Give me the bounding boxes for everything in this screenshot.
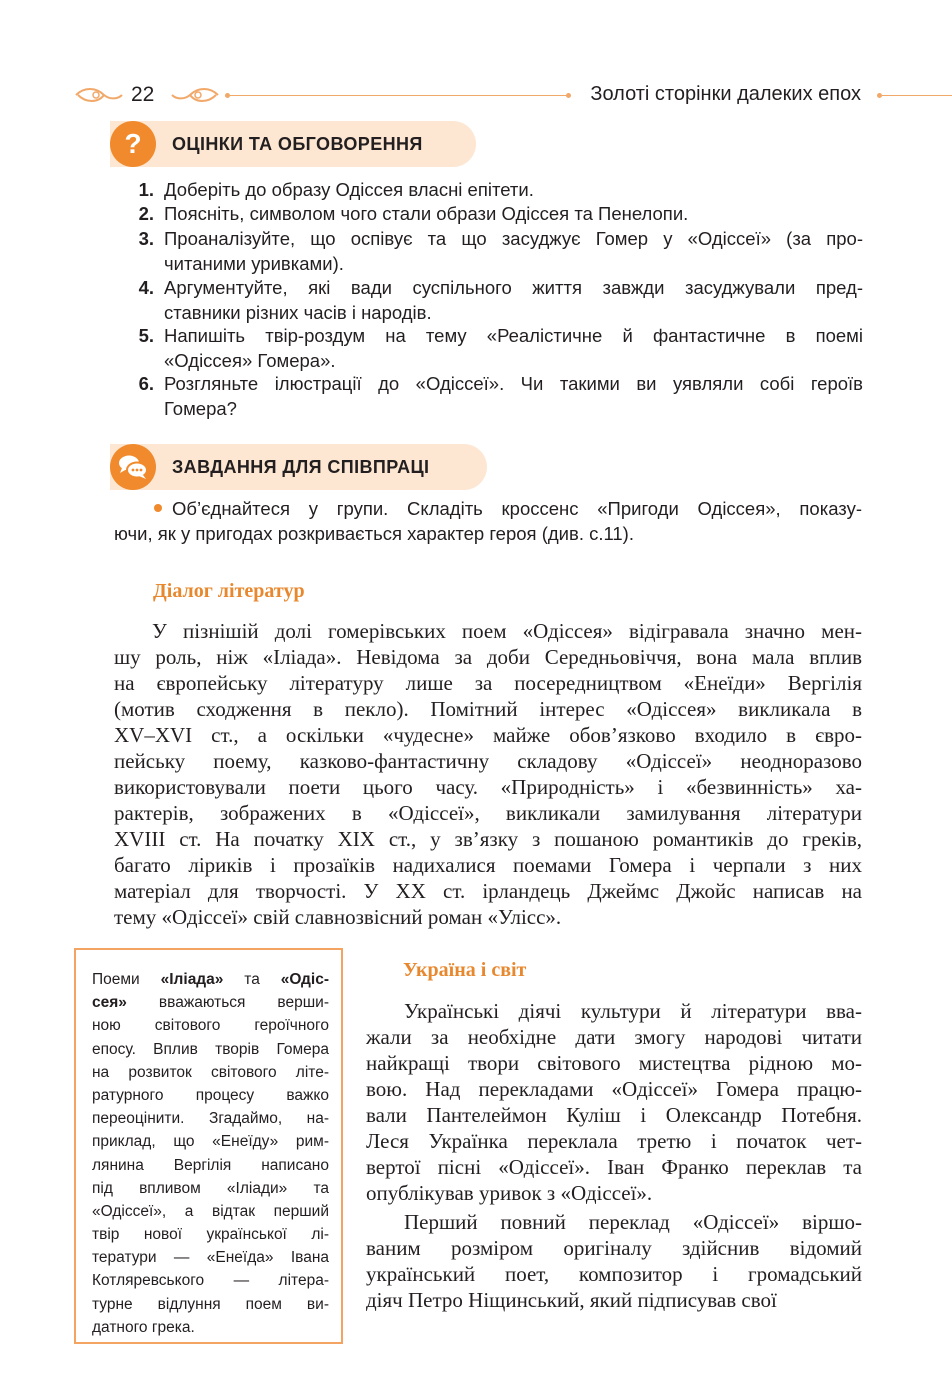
question-text bbox=[164, 324, 863, 373]
text-line: використовували поети цього часу. «Природність» і «безвинність» ха- bbox=[114, 775, 862, 799]
left-ornament-icon bbox=[74, 84, 124, 106]
text-line: опублікував уривок з «Одіссеї». bbox=[366, 1181, 653, 1205]
ukraine-paragraph bbox=[366, 1209, 862, 1313]
sidebox-line: турне відлуння поем ви- bbox=[92, 1295, 329, 1313]
dialog-heading: Діалог літератур bbox=[153, 580, 305, 602]
text-line: XVIII ст. На початку XIX ст., у зв’язку з пошаною романтиків до греків, bbox=[114, 827, 862, 851]
question-number: 4. bbox=[138, 277, 154, 298]
question-line: Проаналізуйте, що оспівує та що засуджує Гомер у «Одіссеї» (за про- bbox=[164, 228, 863, 249]
text-line: ваним розміром оригіналу здійснив відомий bbox=[366, 1236, 862, 1260]
sidebox-line: тератури — «Енеїда» Івана bbox=[92, 1249, 329, 1267]
text-line: багато ліриків і прозаїків надихалися поемами Гомера і черпали з них bbox=[114, 853, 862, 877]
running-title: Золоті сторінки далеких епох bbox=[590, 83, 861, 105]
text: Поеми bbox=[92, 971, 161, 988]
ukraine-paragraph bbox=[366, 998, 862, 1206]
sidebox-line: приклад, що «Енеїду» рим- bbox=[92, 1133, 329, 1151]
text: та bbox=[223, 971, 281, 988]
question-line: Доберіть до образу Одіссея власні епітети. bbox=[164, 179, 534, 200]
bold-title: сея» bbox=[92, 994, 127, 1012]
info-sidebox bbox=[74, 948, 343, 1344]
bold-title: «Іліада» bbox=[160, 971, 224, 988]
text-line: вою. Над перекладами «Одіссеї» Гомера працю- bbox=[366, 1077, 862, 1101]
question-line: «Одіссея» Гомера». bbox=[164, 349, 336, 371]
sidebox-line: «Одіссеї», а відтак перший bbox=[92, 1202, 329, 1220]
right-ornament-icon bbox=[170, 84, 220, 106]
chat-bubbles-icon bbox=[110, 444, 156, 490]
sidebox-line: ною світового героїчного bbox=[92, 1017, 329, 1035]
question-line: Напишіть твір-роздум на тему «Реалістичне й фантастичне в поемі bbox=[164, 325, 863, 346]
question-number: 6. bbox=[138, 373, 154, 394]
task-text bbox=[114, 497, 862, 546]
page-number: 22 bbox=[131, 83, 155, 106]
text-line: Леся Українка переклала третю і початок чет- bbox=[366, 1129, 862, 1153]
text-line: на європейську літературу лише за посередництвом «Енеїди» Вергілія bbox=[114, 671, 862, 695]
question-line: читаними уривками). bbox=[164, 252, 344, 274]
text-line: У пізнішій долі гомерівських поем «Одіссея» відігравала значно мен- bbox=[152, 619, 862, 643]
sidebox-line: датного грека. bbox=[92, 1318, 195, 1336]
sidebox-line: під впливом «Іліади» та bbox=[92, 1179, 329, 1197]
svg-text:?: ? bbox=[124, 128, 142, 159]
bold-title: «Одіс- bbox=[280, 971, 329, 988]
section-title: ЗАВДАННЯ ДЛЯ СПІВПРАЦІ bbox=[172, 457, 430, 477]
header-rule bbox=[882, 95, 952, 96]
text-line: жали за необхідне дати змогу народові читати bbox=[366, 1025, 862, 1049]
question-text bbox=[164, 372, 863, 421]
question-text bbox=[164, 202, 863, 227]
text-line: шу роль, ніж «Іліада». Невідома за доби Середньовіччя, вона мала вплив bbox=[114, 645, 862, 669]
text-line: (мотив сходження в пекло). Помітний інтерес «Одіссея» викликала в bbox=[114, 697, 862, 721]
question-number: 3. bbox=[138, 228, 154, 249]
question-line: Гомера? bbox=[164, 397, 237, 419]
text-line: тему «Одіссеї» свій славнозвісний роман «Улісс». bbox=[114, 905, 562, 929]
question-text bbox=[164, 276, 863, 325]
text-line: український поет, композитор і громадський bbox=[366, 1262, 862, 1286]
text-line: XV–XVI ст., а оскільки «чудесне» майже обов’язково входило в євро- bbox=[114, 723, 862, 747]
text: вважаються верши- bbox=[126, 994, 329, 1012]
text-line: Українські діячі культури й літератури вва- bbox=[404, 999, 862, 1023]
question-line: Аргументуйте, які вади суспільного життя завжди засуджували пред- bbox=[164, 277, 863, 298]
sidebox-line bbox=[92, 968, 329, 991]
sidebox-line: Котляревського — літера- bbox=[92, 1272, 329, 1290]
task-line: Об’єднайтеся у групи. Складіть кроссенс «Пригоди Одіссея», показу- bbox=[172, 498, 862, 519]
text-line: вертої пісні «Одіссеї». Іван Франко переклав та bbox=[366, 1155, 862, 1179]
question-line: Розгляньте ілюстрації до «Одіссеї». Чи такими ви уявляли собі героїв bbox=[164, 373, 863, 394]
text-line: вали Пантелеймон Куліш і Олександр Потебня. bbox=[366, 1103, 862, 1127]
header-rule bbox=[230, 95, 568, 96]
text-line: найкращі твори світового мистецтва рідною мо- bbox=[366, 1051, 862, 1075]
question-text bbox=[164, 178, 863, 203]
text-line: пейську поему, казково-фантастичну складову «Одіссеї» неодноразово bbox=[114, 749, 862, 773]
task-line: ючи, як у пригодах розкривається характер героя (див. с.11). bbox=[114, 522, 634, 544]
text-line: рактерів, зображених в «Одіссеї», викликали замилування літератури bbox=[114, 801, 862, 825]
question-line: Поясніть, символом чого стали образи Одіссея та Пенелопи. bbox=[164, 203, 689, 224]
sidebox-line: на розвиток світового літе- bbox=[92, 1063, 329, 1081]
ukraine-heading: Україна і світ bbox=[403, 959, 527, 981]
question-line: ставники різних часів і народів. bbox=[164, 301, 432, 323]
dialog-paragraph bbox=[114, 618, 862, 930]
question-number: 2. bbox=[138, 203, 154, 224]
sidebox-line: лянина Вергілія написано bbox=[92, 1156, 329, 1174]
sidebox-line bbox=[92, 991, 329, 1014]
section-title: ОЦІНКИ ТА ОБГОВОРЕННЯ bbox=[172, 134, 423, 154]
sidebox-line: епосу. Вплив творів Гомера bbox=[92, 1040, 329, 1058]
question-number: 1. bbox=[138, 179, 154, 200]
sidebox-line: твір нової української лі- bbox=[92, 1226, 329, 1244]
sidebox-line: переоцінити. Згадаймо, на- bbox=[92, 1110, 329, 1128]
question-number: 5. bbox=[138, 325, 154, 346]
question-text bbox=[164, 227, 863, 276]
text-line: діяч Петро Ніщинський, який підписував свої bbox=[366, 1288, 777, 1312]
text-line: матеріал для творчості. У XX ст. ірландець Джеймс Джойс написав на bbox=[114, 879, 862, 903]
question-icon bbox=[110, 121, 156, 167]
header-rule-dot bbox=[566, 93, 571, 98]
sidebox-line: ратурного процесу важко bbox=[92, 1086, 329, 1104]
text-line: Перший повний переклад «Одіссеї» віршо- bbox=[404, 1210, 862, 1234]
